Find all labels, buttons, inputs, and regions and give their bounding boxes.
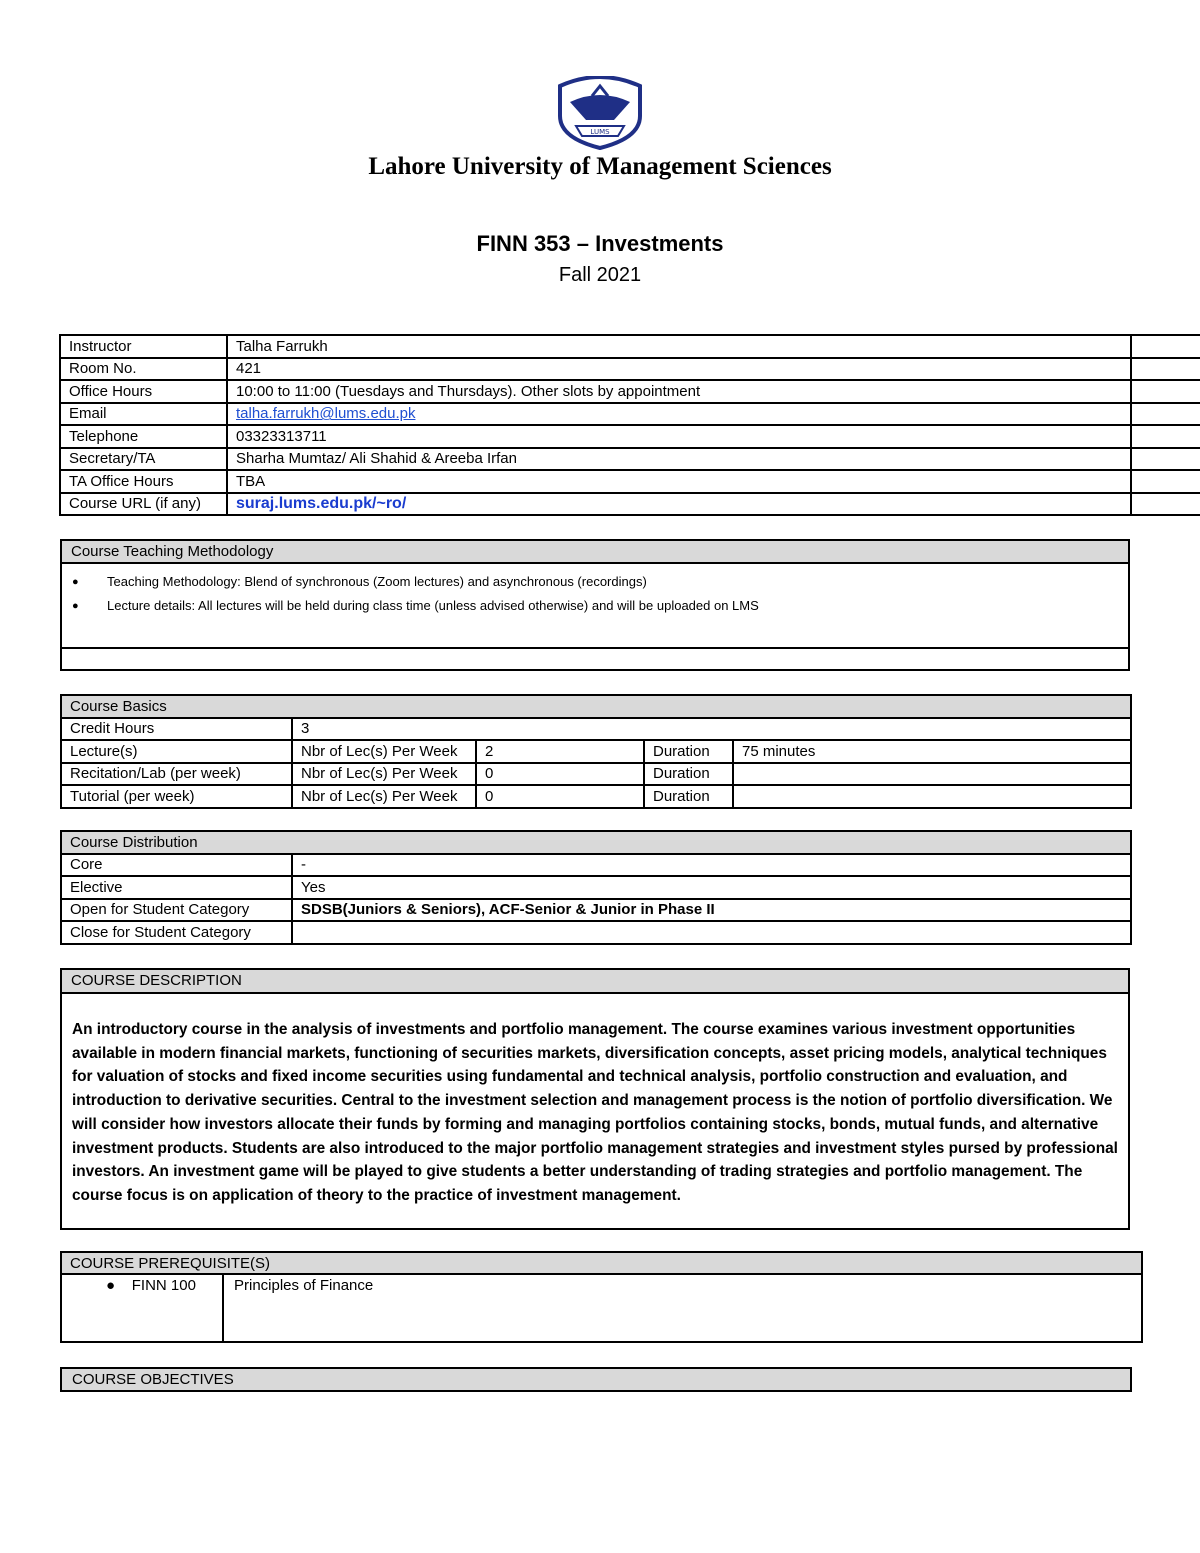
- info-label: Room No.: [60, 358, 227, 381]
- row-value: -: [292, 854, 1131, 877]
- empty-row: [62, 647, 1128, 669]
- info-extra-cell: [1131, 335, 1200, 358]
- table-row: [61, 785, 1131, 808]
- info-value: 03323313711: [227, 425, 1131, 448]
- prereq-code: FINN 100: [131, 1277, 196, 1294]
- info-extra-cell: [1131, 403, 1200, 426]
- course-distribution-table: [60, 830, 1132, 945]
- nbr-label: Nbr of Lec(s) Per Week: [292, 763, 476, 786]
- course-url-link[interactable]: suraj.lums.edu.pk/~ro/: [236, 494, 407, 512]
- info-value: 10:00 to 11:00 (Tuesdays and Thursdays). Other slots by appointment: [227, 380, 1131, 403]
- course-prerequisites-table: [60, 1251, 1143, 1343]
- table-header-row: [61, 695, 1131, 718]
- list-item: ● Teaching Methodology: Blend of synchronous (Zoom lectures) and asynchronous (recordings): [62, 570, 1128, 594]
- table-row: [61, 1274, 1142, 1342]
- table-header-row: [61, 1252, 1142, 1274]
- prereq-code-cell: [61, 1274, 223, 1342]
- table-row: [61, 854, 1131, 877]
- row-label: Open for Student Category: [61, 899, 292, 922]
- table-row: [60, 448, 1200, 471]
- teaching-methodology-section: [60, 539, 1130, 671]
- info-extra-cell: [1131, 470, 1200, 493]
- table-row: [61, 718, 1131, 741]
- info-extra-cell: [1131, 425, 1200, 448]
- row-label: Elective: [61, 876, 292, 899]
- list-item: ● Lecture details: All lectures will be held during class time (unless advised otherwise) and will be uploaded on LMS: [62, 594, 1128, 618]
- university-name: Lahore University of Management Sciences: [368, 153, 832, 180]
- nbr-value: 0: [476, 785, 644, 808]
- section-header: Course Basics: [61, 695, 1131, 718]
- table-header-row: [61, 831, 1131, 854]
- row-value: SDSB(Juniors & Seniors), ACF-Senior & Junior in Phase II: [292, 899, 1131, 922]
- logo-text: LUMS: [590, 128, 610, 136]
- email-link[interactable]: talha.farrukh@lums.edu.pk: [236, 405, 416, 423]
- duration-label: Duration: [644, 763, 733, 786]
- table-row: [60, 493, 1200, 516]
- course-objectives-header: COURSE OBJECTIVES: [60, 1367, 1132, 1392]
- course-description-section: [60, 968, 1130, 1230]
- course-basics-table: [60, 694, 1132, 809]
- course-term: Fall 2021: [558, 264, 642, 286]
- table-row: [61, 763, 1131, 786]
- row-label: Tutorial (per week): [61, 785, 292, 808]
- info-extra-cell: [1131, 380, 1200, 403]
- row-label: Core: [61, 854, 292, 877]
- table-row: [61, 876, 1131, 899]
- info-label: Office Hours: [60, 380, 227, 403]
- info-extra-cell: [1131, 358, 1200, 381]
- info-label: Course URL (if any): [60, 493, 227, 516]
- duration-label: Duration: [644, 785, 733, 808]
- duration-label: Duration: [644, 740, 733, 763]
- info-value: Sharha Mumtaz/ Ali Shahid & Areeba Irfan: [227, 448, 1131, 471]
- course-title: FINN 353 – Investments: [476, 231, 724, 256]
- info-extra-cell: [1131, 448, 1200, 471]
- credit-value: 3: [292, 718, 1131, 741]
- credit-label: Credit Hours: [61, 718, 292, 741]
- section-header: COURSE DESCRIPTION: [62, 970, 1128, 994]
- row-value: Yes: [292, 876, 1131, 899]
- info-label: Instructor: [60, 335, 227, 358]
- prereq-name: Principles of Finance: [223, 1274, 1142, 1342]
- info-value: Talha Farrukh: [227, 335, 1131, 358]
- info-label: Email: [60, 403, 227, 426]
- table-row: [60, 425, 1200, 448]
- nbr-value: 2: [476, 740, 644, 763]
- methodology-list: [62, 570, 1128, 618]
- row-value: [292, 921, 1131, 944]
- instructor-info-table: [59, 334, 1200, 516]
- section-header: COURSE PREREQUISITE(S): [61, 1252, 1142, 1274]
- row-label: Lecture(s): [61, 740, 292, 763]
- table-row: [60, 335, 1200, 358]
- table-row: [60, 380, 1200, 403]
- table-row: [61, 899, 1131, 922]
- info-label: Telephone: [60, 425, 227, 448]
- info-extra-cell: [1131, 493, 1200, 516]
- duration-value: [733, 785, 1131, 808]
- table-row: [61, 921, 1131, 944]
- row-label: Recitation/Lab (per week): [61, 763, 292, 786]
- nbr-label: Nbr of Lec(s) Per Week: [292, 785, 476, 808]
- info-value: TBA: [227, 470, 1131, 493]
- table-row: [60, 470, 1200, 493]
- duration-value: [733, 763, 1131, 786]
- duration-value: 75 minutes: [733, 740, 1131, 763]
- bullet-icon: ●: [106, 1277, 116, 1294]
- section-header: Course Distribution: [61, 831, 1131, 854]
- nbr-label: Nbr of Lec(s) Per Week: [292, 740, 476, 763]
- nbr-value: 0: [476, 763, 644, 786]
- info-value-cell: [227, 493, 1131, 516]
- table-row: [60, 403, 1200, 426]
- info-label: TA Office Hours: [60, 470, 227, 493]
- info-label: Secretary/TA: [60, 448, 227, 471]
- section-header: Course Teaching Methodology: [62, 541, 1128, 564]
- info-value: 421: [227, 358, 1131, 381]
- info-value-cell: [227, 403, 1131, 426]
- lums-logo: [552, 76, 648, 150]
- table-row: [61, 740, 1131, 763]
- description-text: An introductory course in the analysis of investments and portfolio management. The course examines various investment opportunities available in modern financial markets, functioning of securities markets, diversification concepts, asset pricing models, analytical techniques for valuation of stocks and fixed income securities using fundamental and technical analysis, portfolio construction and evaluation, and introduction to derivative securities. Central to the investment selection and management process is the notion of portfolio diversification. We will consider how investors allocate their funds by forming and managing portfolios containing stocks, bonds, mutual funds, and alternative investment products. Students are also introduced to the major portfolio management strategies and investment styles pursed by professional investors. An investment game will be played to give students a better understanding of trading strategies and portfolio management. The course focus is on application of theory to the practice of investment management.: [72, 1021, 1118, 1204]
- table-row: [60, 358, 1200, 381]
- row-label: Close for Student Category: [61, 921, 292, 944]
